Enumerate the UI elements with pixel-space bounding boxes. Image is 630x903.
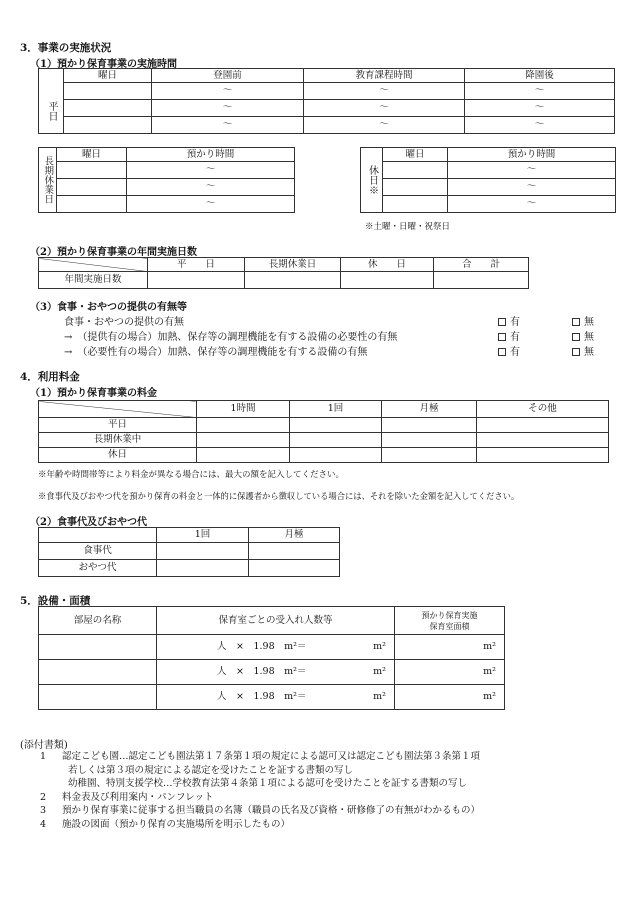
time-cell[interactable]: ～ (152, 117, 304, 134)
fee-note-2: ※食事代及びおやつ代を預かり保育の料金と一体的に保護者から徴収している場合には、それを除いた金額を記入してください。 (38, 491, 520, 501)
row-label: 食事代 (39, 543, 157, 560)
item-number: 2 (40, 791, 47, 803)
meal-row (64, 328, 624, 343)
subsection-3-1-title: （1）預かり保育事業の実施時間 (30, 59, 177, 70)
fee-cell[interactable] (197, 448, 290, 463)
time-cell[interactable]: ～ (465, 100, 615, 117)
time-cell[interactable]: ～ (304, 117, 465, 134)
row-label: 長期休業中 (39, 433, 197, 448)
fee-cell[interactable] (382, 433, 477, 448)
yes-option[interactable] (498, 343, 520, 358)
yes-label: 有 (510, 317, 520, 328)
formula-text: 人 × 1.98 m²＝ (217, 666, 307, 678)
food-fee-table (38, 527, 340, 577)
time-cell[interactable]: ～ (448, 196, 616, 213)
checkbox-icon[interactable] (572, 318, 580, 326)
col-header: 曜日 (383, 148, 448, 162)
col-header: 部屋の名称 (39, 607, 157, 635)
facility-area-table (38, 606, 505, 710)
unit-label: m² (483, 641, 496, 653)
fee-table (38, 400, 609, 463)
attachment-item (40, 777, 620, 791)
time-cell[interactable]: ～ (127, 162, 295, 179)
days-cell[interactable] (434, 272, 529, 289)
day-cell[interactable] (57, 179, 127, 196)
unit-label: m² (373, 691, 386, 703)
room-name-cell[interactable] (39, 660, 157, 685)
holiday-label: 休日※ (361, 148, 383, 213)
room-name-cell[interactable] (39, 685, 157, 710)
row-label: 年間実施日数 (39, 272, 148, 289)
item-text: 料金表及び利用案内・パンフレット (62, 791, 214, 803)
col-header: 1回 (157, 528, 249, 543)
attachment-item (40, 764, 620, 778)
day-cell[interactable] (383, 179, 448, 196)
no-option[interactable] (572, 328, 594, 343)
day-cell[interactable] (64, 100, 152, 117)
meal-options (64, 313, 624, 358)
fee-note-1: ※年齢や時間帯等により料金が異なる場合には、最大の額を記入してください。 (38, 470, 345, 480)
time-cell[interactable]: ～ (304, 83, 465, 100)
unit-label: m² (483, 691, 496, 703)
formula-text: 人 × 1.98 m²＝ (217, 691, 307, 703)
checkbox-icon[interactable] (498, 318, 506, 326)
unit-label: m² (373, 641, 386, 653)
area-cell[interactable] (395, 685, 505, 710)
col-header: 預かり時間 (448, 148, 616, 162)
day-cell[interactable] (64, 83, 152, 100)
item-number: 4 (40, 818, 47, 830)
day-cell[interactable] (383, 196, 448, 213)
row-label: 休日 (39, 448, 197, 463)
attachments-list (40, 750, 620, 832)
fee-cell[interactable] (382, 448, 477, 463)
col-header: その他 (477, 401, 609, 418)
no-label: 無 (584, 347, 594, 358)
col-header: 預かり時間 (127, 148, 295, 162)
area-cell[interactable] (395, 660, 505, 685)
meal-question: 食事・おやつの提供の有無 (64, 317, 184, 328)
col-header: 合 計 (434, 258, 529, 272)
item-text: 預かり保育事業に従事する担当職員の名簿（職員の氏名及び資格・研修修了の有無がわかるもの） (62, 805, 481, 817)
item-text: 認定こども園…認定こども園法第１７条第１項の規定による認可又は認定こども園法第３条第１項 (62, 751, 481, 762)
yes-label: 有 (510, 332, 520, 343)
time-cell[interactable]: ～ (127, 196, 295, 213)
time-cell[interactable]: ～ (304, 100, 465, 117)
attachment-item (40, 750, 620, 764)
col-header: 休 日 (341, 258, 434, 272)
day-cell[interactable] (383, 162, 448, 179)
weekday-hours-table (38, 68, 615, 134)
day-cell[interactable] (57, 196, 127, 213)
fee-cell[interactable] (382, 418, 477, 433)
row-label: 平日 (39, 418, 197, 433)
yes-option[interactable] (498, 328, 520, 343)
col-header: 曜日 (64, 69, 152, 83)
fee-cell[interactable] (157, 543, 249, 560)
yes-label: 有 (510, 347, 520, 358)
attachment-item (40, 791, 620, 805)
time-cell[interactable]: ～ (448, 179, 616, 196)
annual-days-table (38, 257, 529, 289)
day-cell[interactable] (64, 117, 152, 134)
meal-question: → （必要性有の場合）加熱、保存等の調理機能を有する設備の有無 (64, 347, 368, 358)
no-option[interactable] (572, 343, 594, 358)
time-cell[interactable]: ～ (448, 162, 616, 179)
long-vacation-hours-table (38, 147, 295, 213)
col-header: 教育課程時間 (304, 69, 465, 83)
section4-heading: 4．利用料金 (20, 371, 80, 383)
fee-cell[interactable] (249, 560, 340, 577)
fee-cell[interactable] (157, 560, 249, 577)
time-cell[interactable]: ～ (152, 83, 304, 100)
col-header (395, 607, 505, 635)
header-line-2: 保育室面積 (429, 621, 470, 631)
item-number: 1 (40, 751, 47, 762)
formula-text: 人 × 1.98 m²＝ (217, 641, 307, 653)
col-header: 降園後 (465, 69, 615, 83)
holiday-hours-table (360, 147, 616, 213)
item-text: 幼稚園、特別支援学校…学校教育法第４条第１項による認可を受けたことを証する書類の写し (68, 778, 468, 790)
checkbox-icon[interactable] (572, 333, 580, 341)
col-header: 曜日 (57, 148, 127, 162)
capacity-cell[interactable] (157, 685, 395, 710)
blank-header (39, 528, 157, 543)
col-header: 月極 (382, 401, 477, 418)
fee-cell[interactable] (290, 418, 382, 433)
days-cell[interactable] (148, 272, 245, 289)
yes-option[interactable] (498, 313, 520, 328)
fee-cell[interactable] (477, 418, 609, 433)
no-option[interactable] (572, 313, 594, 328)
area-cell[interactable] (395, 635, 505, 660)
subsection-4-2-title: （2）食事代及びおやつ代 (30, 517, 147, 528)
no-label: 無 (584, 332, 594, 343)
holiday-note: ※土曜・日曜・祝祭日 (365, 222, 451, 232)
time-cell[interactable]: ～ (152, 100, 304, 117)
header-line-1: 預かり保育実施 (421, 610, 478, 620)
col-header: 月極 (249, 528, 340, 543)
checkbox-icon[interactable] (572, 348, 580, 356)
attachment-item (40, 818, 620, 832)
item-text: 若しくは第３項の規定による認定を受けたことを証する書類の写し (68, 764, 354, 776)
capacity-cell[interactable] (157, 660, 395, 685)
attachment-item (40, 804, 620, 818)
col-header: 保育室ごとの受入れ人数等 (157, 607, 395, 635)
meal-row (64, 313, 624, 328)
day-cell[interactable] (57, 162, 127, 179)
checkbox-icon[interactable] (498, 348, 506, 356)
unit-label: m² (373, 666, 386, 678)
fee-cell[interactable] (477, 433, 609, 448)
section3-heading: 3．事業の実施状況 (20, 42, 112, 54)
row-label: おやつ代 (39, 560, 157, 577)
weekday-label: 平日 (39, 69, 64, 134)
col-header: 登園前 (152, 69, 304, 83)
subsection-3-2-title: （2）預かり保育事業の年間実施日数 (30, 247, 197, 258)
col-header: 平 日 (148, 258, 245, 272)
meal-question: → （提供有の場合）加熱、保存等の調理機能を有する設備の必要性の有無 (64, 332, 398, 343)
fee-cell[interactable] (249, 543, 340, 560)
fee-cell[interactable] (477, 448, 609, 463)
col-header: 1時間 (197, 401, 290, 418)
time-cell[interactable]: ～ (465, 83, 615, 100)
col-header: 長期休業日 (245, 258, 341, 272)
item-text: 施設の図面（預かり保育の実施場所を明示したもの） (62, 818, 291, 830)
long-vacation-label: 長期休業日 (39, 148, 57, 213)
section5-heading: 5．設備・面積 (20, 595, 91, 607)
unit-label: m² (483, 666, 496, 678)
fee-cell[interactable] (197, 433, 290, 448)
no-label: 無 (584, 317, 594, 328)
checkbox-icon[interactable] (498, 333, 506, 341)
time-cell[interactable]: ～ (465, 117, 615, 134)
diagonal-cell (39, 401, 197, 418)
room-name-cell[interactable] (39, 635, 157, 660)
days-cell[interactable] (245, 272, 341, 289)
days-cell[interactable] (341, 272, 434, 289)
fee-cell[interactable] (290, 433, 382, 448)
time-cell[interactable]: ～ (127, 179, 295, 196)
fee-cell[interactable] (197, 418, 290, 433)
diagonal-cell (39, 258, 148, 272)
col-header: 1回 (290, 401, 382, 418)
item-number: 3 (40, 805, 47, 817)
subsection-3-3-title: （3）食事・おやつの提供の有無等 (30, 302, 187, 313)
capacity-cell[interactable] (157, 635, 395, 660)
fee-cell[interactable] (290, 448, 382, 463)
meal-row (64, 343, 624, 358)
subsection-4-1-title: （1）預かり保育事業の料金 (30, 388, 157, 399)
attachments-title: (添付書類) (20, 740, 68, 751)
